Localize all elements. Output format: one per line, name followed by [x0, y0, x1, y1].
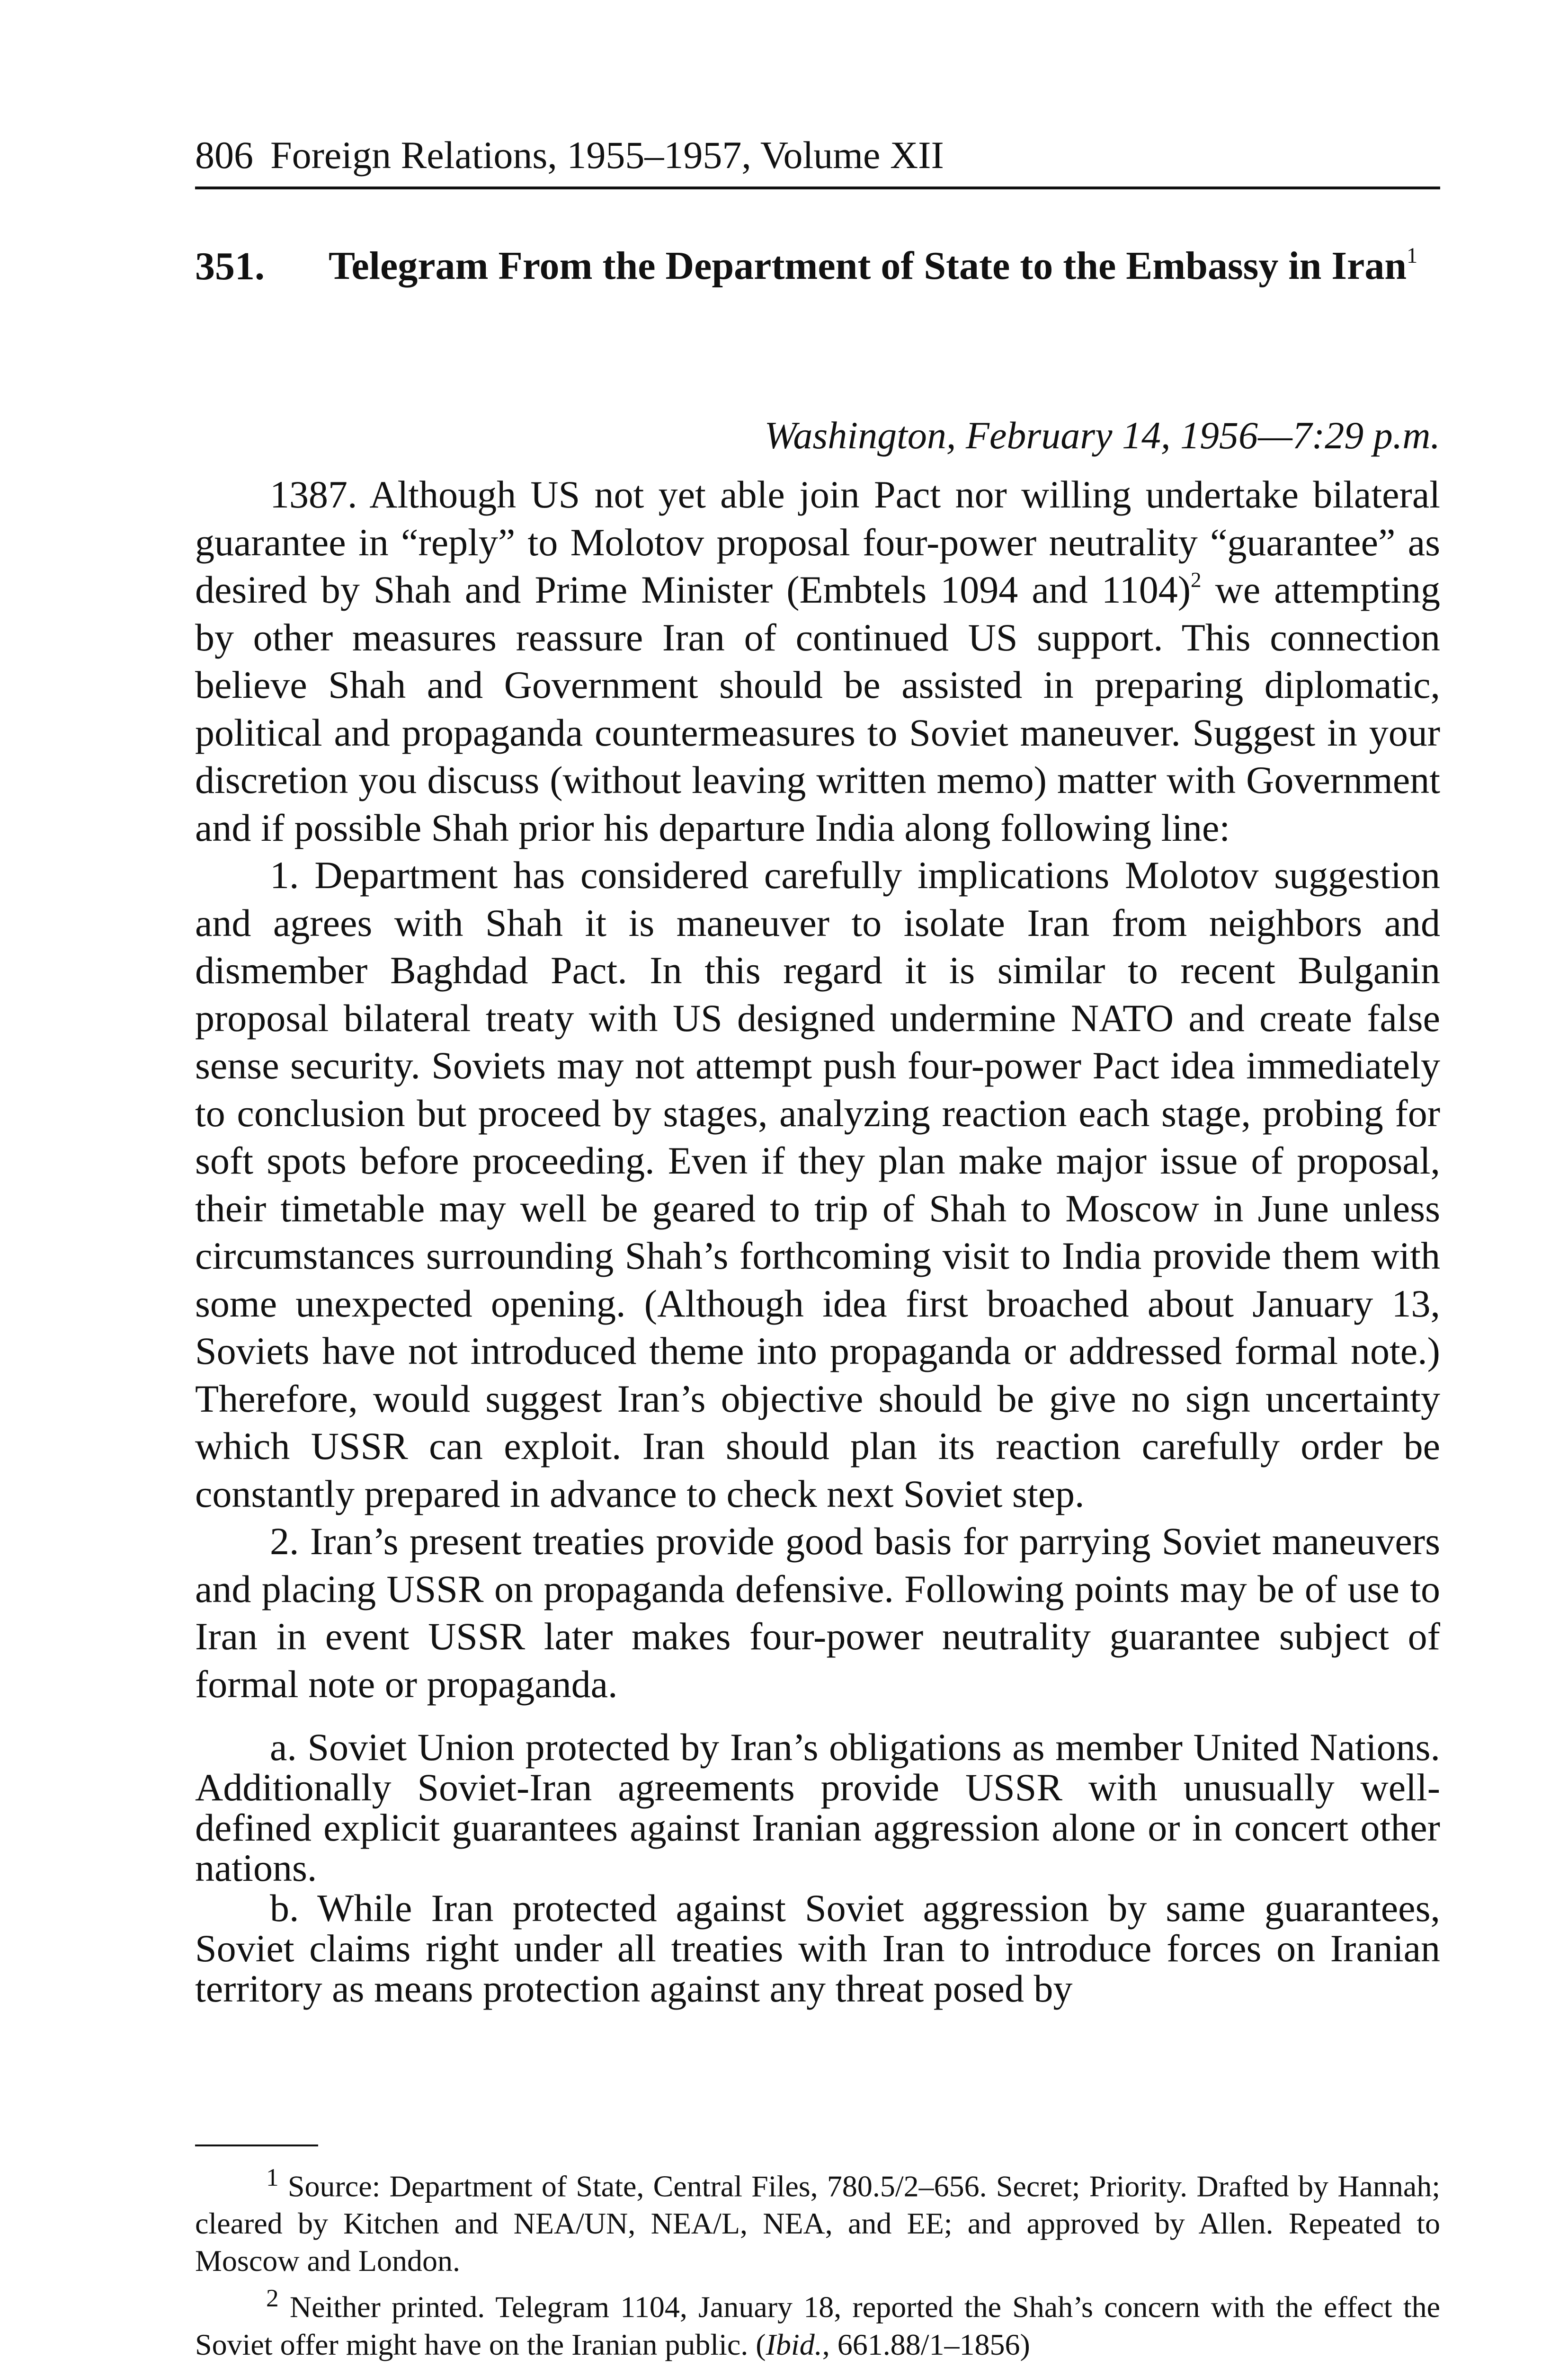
paragraph-point-2: 2. Iran’s present treaties provide good basis for parrying Soviet maneuvers and placing USSR on propaganda defensive. Following points may be of use to Iran in event USSR later makes four-power neutrality guarantee subject of formal note or propaganda.: [195, 1520, 1440, 1706]
footnote-rule: [195, 2145, 318, 2146]
dateline: Washington, February 14, 1956—7:29 p.m.: [764, 414, 1440, 457]
paragraph-point-1: 1. Department has considered carefully implications Molotov suggestion and agrees with Shah it is maneuver to isolate Iran from neighbors and dismember Baghdad Pact. In this regard it is similar to recent Bulganin proposal bilateral treaty with US designed undermine NATO and create false sense security. Soviets may not attempt push four-power Pact idea immediately to conclusion but proceed by stages, analyzing reaction each stage, probing for soft spots before proceeding. Even if they plan make major issue of proposal, their timetable may well be geared to trip of Shah to Moscow in June unless circumstances surrounding Shah’s forthcoming visit to India provide them with some unexpected opening. (Although idea first broached about January 13, Soviets have not introduced theme into propaganda or addressed formal note.) Therefore, would suggest Iran’s objective should be give no sign uncertainty which USSR can exploit. Iran should plan its reaction carefully order be constantly prepared in advance to check next Soviet step.: [195, 854, 1440, 1515]
header-rule: [195, 187, 1440, 189]
page-number: 806: [195, 133, 253, 177]
footnote-ref-2: 2: [1191, 568, 1202, 592]
footnote-2-text-b: , 661.88/1–1856): [822, 2327, 1030, 2361]
footnote-ref-1: 1: [1407, 243, 1418, 268]
footnote-2-mark: 2: [266, 2284, 279, 2313]
footnote-2: [195, 2279, 1440, 2363]
paragraph-point-b: b. While Iran protected against Soviet aggression by same guarantees, Soviet claims right under all treaties with Iran to introduce forces on Iranian territory as means protection against any threat posed by: [195, 1886, 1440, 2010]
footnote-2-text-a: Neither printed. Telegram 1104, January 18, reported the Shah’s concern with the effect the Soviet offer might have on the Iranian public. (: [195, 2290, 1441, 2361]
footnote-1: [195, 2159, 1440, 2279]
paragraph-intro-part2: we attempting by other measures reassure Iran of continued US support. This connection believe Shah and Government should be assisted in preparing diplomatic, political and propaganda countermeasures to Soviet maneuver. Suggest in your discretion you discuss (without leaving written memo) matter with Government and if possible Shah prior his departure India along following line:: [195, 568, 1440, 849]
paragraph-intro: [195, 471, 1440, 852]
document-number: 351.: [195, 244, 265, 288]
publication-title: Foreign Relations, 1955–1957, Volume XII: [270, 133, 944, 177]
paragraph-point-a: a. Soviet Union protected by Iran’s obligations as member United Nations. Additionally Soviet-Iran agreements provide USSR with unusually well-defined explicit guarantees against Iranian aggression alone or in concert other nations.: [195, 1726, 1440, 1889]
footnote-1-mark: 1: [266, 2163, 279, 2191]
running-head: [195, 132, 1440, 179]
footnote-1-text: Source: Department of State, Central Files, 780.5/2–656. Secret; Priority. Drafted by Hannah; cleared by Kitchen and NEA/UN, NEA/L, NEA, and EE; and approved by Allen. Repeated to Moscow and London.: [195, 2169, 1441, 2278]
footnotes: [195, 2159, 1440, 2363]
footnote-2-ibid: Ibid.: [766, 2327, 822, 2361]
document-title: [329, 240, 1440, 292]
body-text: [195, 471, 1440, 2009]
paragraph-intro-part1: 1387. Although US not yet able join Pact nor willing undertake bilateral guarantee in “reply” to Molotov proposal four-power neutrality “guarantee” as desired by Shah and Prime Minister (Embtels 1094 and 1104): [195, 473, 1440, 611]
document-title-text: Telegram From the Department of State to the Embassy in Iran: [329, 244, 1407, 288]
